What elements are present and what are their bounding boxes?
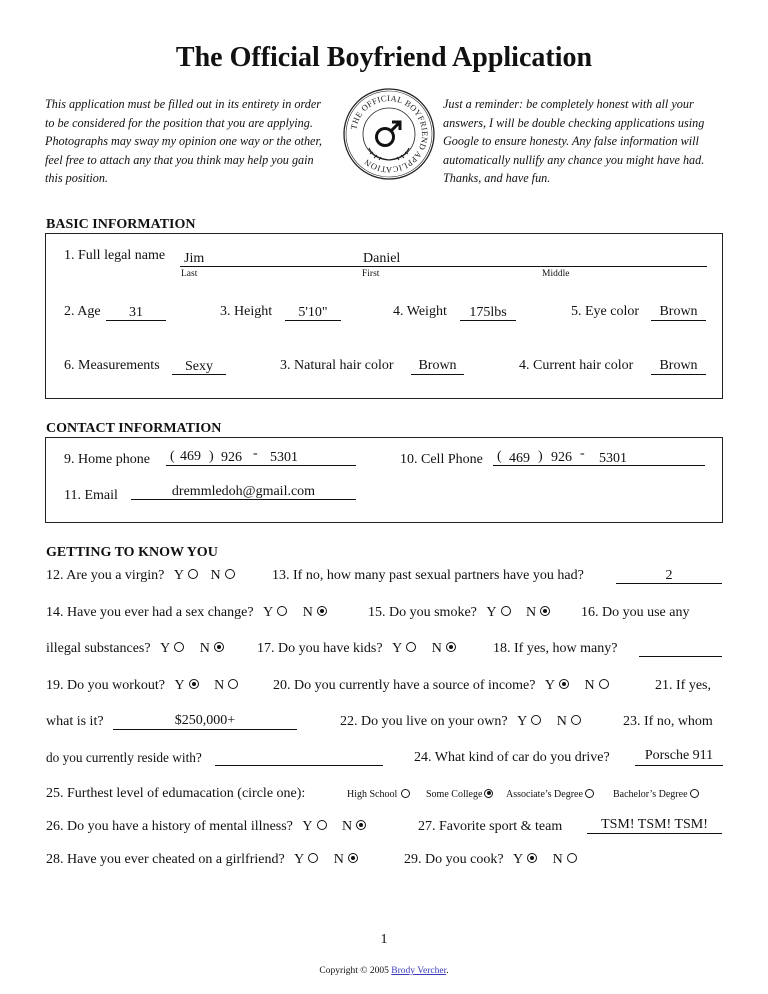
- first-caption: First: [362, 269, 380, 279]
- edu-option-some-college[interactable]: [426, 789, 493, 800]
- q16-row: [46, 641, 224, 657]
- contact-info-heading: CONTACT INFORMATION: [46, 421, 222, 436]
- q12-no-option[interactable]: [225, 569, 235, 579]
- full-name-line: [180, 266, 707, 267]
- first-name-value[interactable]: Daniel: [363, 251, 401, 266]
- q28-yes-label: Y: [294, 852, 305, 867]
- page-title: The Official Boyfriend Application: [175, 42, 593, 73]
- q20-row: [273, 678, 609, 694]
- q27-underline: [587, 833, 722, 834]
- q14-no-label: N: [302, 605, 313, 620]
- email-underline: [131, 499, 356, 500]
- cell-phone-area[interactable]: 469: [509, 451, 530, 466]
- q29-no-option[interactable]: [567, 853, 577, 863]
- q28-yes-option[interactable]: [308, 853, 318, 863]
- q12-label: 12. Are you a virgin?: [46, 568, 165, 583]
- q18-label: 18. If yes, how many?: [493, 641, 618, 656]
- q16-no-option-selected[interactable]: [214, 642, 224, 652]
- home-phone-open-paren: (: [170, 449, 175, 464]
- q17-yes-option[interactable]: [406, 642, 416, 652]
- q29-yes-label: Y: [513, 852, 524, 867]
- q17-yes-label: Y: [392, 641, 403, 656]
- age-value[interactable]: 31: [129, 305, 143, 320]
- edu-high-school-circle[interactable]: [401, 789, 410, 798]
- cell-phone-close-paren: ): [538, 449, 543, 464]
- q15-label: 15. Do you smoke?: [368, 605, 477, 620]
- current-hair-line: [651, 374, 706, 375]
- q29-row: [404, 852, 577, 868]
- q16-yes-label: Y: [160, 641, 171, 656]
- q20-yes-label: Y: [544, 678, 556, 693]
- q22-yes-label: Y: [517, 714, 528, 729]
- q19-yes-label: Y: [174, 678, 185, 693]
- q20-label: 20. Do you currently have a source of income?: [273, 678, 536, 693]
- contact-info-box: [45, 437, 723, 523]
- q15-yes-option[interactable]: [501, 606, 511, 616]
- q12-yes-label: Y: [173, 568, 184, 583]
- weight-value[interactable]: 175lbs: [469, 305, 507, 320]
- measurements-value[interactable]: Sexy: [185, 359, 213, 374]
- height-label: 3. Height: [220, 304, 273, 319]
- q29-yes-option-selected[interactable]: [527, 853, 537, 863]
- cell-phone-dash: -: [580, 446, 585, 461]
- q24-underline: [635, 765, 723, 766]
- official-seal-icon: [341, 86, 437, 182]
- q16-label-part2: illegal substances?: [46, 641, 151, 656]
- seal-text: THE OFFICIAL BOYFRIEND APPLICATION: [349, 93, 430, 175]
- height-line: [285, 320, 341, 321]
- last-caption: Last: [181, 269, 198, 279]
- edu-associates-circle[interactable]: [585, 789, 594, 798]
- basic-info-heading: BASIC INFORMATION: [46, 217, 196, 232]
- home-phone-prefix[interactable]: 926: [221, 450, 242, 465]
- edu-high-school-label: High School: [347, 789, 398, 800]
- q13-value[interactable]: 2: [665, 568, 673, 583]
- eye-color-value[interactable]: Brown: [659, 304, 698, 319]
- cell-phone-underline: [493, 465, 705, 466]
- last-name-value[interactable]: Jim: [184, 251, 205, 266]
- q24-value[interactable]: Porsche 911: [644, 748, 714, 763]
- q22-no-label: N: [556, 714, 567, 729]
- q23-underline: [215, 765, 383, 766]
- q26-row: [46, 819, 366, 835]
- edu-bachelors-circle[interactable]: [690, 789, 699, 798]
- q26-label: 26. Do you have a history of mental illness?: [46, 819, 293, 834]
- full-name-label: 1. Full legal name: [64, 248, 166, 263]
- q16-yes-option[interactable]: [174, 642, 184, 652]
- measurements-line: [172, 374, 226, 375]
- edu-option-associates[interactable]: [506, 789, 594, 800]
- edu-some-college-label: Some College: [426, 789, 483, 800]
- q24-label: 24. What kind of car do you drive?: [414, 750, 610, 765]
- q27-label: 27. Favorite sport & team: [418, 819, 563, 834]
- q23-label-part1: 23. If no, whom: [623, 714, 713, 729]
- q22-no-option[interactable]: [571, 715, 581, 725]
- q22-label: 22. Do you live on your own?: [340, 714, 508, 729]
- q14-label: 14. Have you ever had a sex change?: [46, 605, 254, 620]
- cell-phone-prefix[interactable]: 926: [551, 450, 572, 465]
- q29-label: 29. Do you cook?: [404, 852, 504, 867]
- q28-no-label: N: [333, 852, 344, 867]
- q17-no-label: N: [431, 641, 442, 656]
- weight-line: [460, 320, 516, 321]
- q19-label: 19. Do you workout?: [46, 678, 165, 693]
- eye-color-line: [651, 320, 706, 321]
- eye-color-label: 5. Eye color: [571, 304, 640, 319]
- email-label: 11. Email: [64, 488, 118, 503]
- q17-no-option-selected[interactable]: [446, 642, 456, 652]
- edu-associates-label: Associate’s Degree: [506, 789, 583, 800]
- q14-row: [46, 605, 327, 621]
- q14-yes-option[interactable]: [277, 606, 287, 616]
- q26-yes-label: Y: [302, 819, 313, 834]
- home-phone-label: 9. Home phone: [64, 452, 150, 467]
- copyright-end: .: [446, 966, 449, 976]
- height-value[interactable]: 5'10": [298, 305, 328, 320]
- q20-no-label: N: [584, 678, 595, 693]
- q26-no-label: N: [342, 819, 353, 834]
- q14-yes-label: Y: [263, 605, 274, 620]
- author-link[interactable]: Brody Vercher: [391, 966, 447, 976]
- email-value[interactable]: dremmledoh@gmail.com: [171, 484, 316, 499]
- q16-label-part1: 16. Do you use any: [581, 605, 690, 620]
- weight-label: 4. Weight: [393, 304, 447, 319]
- measurements-label: 6. Measurements: [64, 358, 160, 373]
- q28-label: 28. Have you ever cheated on a girlfriend?: [46, 852, 285, 867]
- q14-no-option-selected[interactable]: [317, 606, 327, 616]
- svg-text:THE OFFICIAL BOYFRIEND APPLICA: [349, 94, 429, 174]
- q19-yes-option-selected[interactable]: [189, 679, 199, 689]
- edu-option-bachelors[interactable]: [613, 789, 699, 800]
- home-phone-area[interactable]: 469: [180, 449, 201, 464]
- page-number: 1: [380, 932, 388, 947]
- current-hair-label: 4. Current hair color: [519, 358, 634, 373]
- q12-row: [46, 568, 235, 584]
- q21-underline: [113, 729, 297, 730]
- q17-label: 17. Do you have kids?: [257, 641, 383, 656]
- q28-no-option-selected[interactable]: [348, 853, 358, 863]
- home-phone-underline: [166, 465, 356, 466]
- q12-no-label: N: [210, 568, 221, 583]
- q17-row: [257, 641, 456, 657]
- q28-row: [46, 852, 358, 868]
- home-phone-close-paren: ): [209, 449, 214, 464]
- q19-row: [46, 678, 238, 694]
- q21-label-part1: 21. If yes,: [655, 678, 711, 693]
- middle-caption: Middle: [542, 269, 570, 279]
- q27-value[interactable]: TSM! TSM! TSM!: [601, 817, 708, 832]
- age-label: 2. Age: [64, 304, 101, 319]
- natural-hair-value[interactable]: Brown: [418, 358, 457, 373]
- home-phone-line[interactable]: 5301: [270, 450, 298, 465]
- cell-phone-line[interactable]: 5301: [599, 451, 627, 466]
- q19-no-option[interactable]: [228, 679, 238, 689]
- q16-no-label: N: [199, 641, 210, 656]
- natural-hair-line: [411, 374, 464, 375]
- q21-label-part2: what is it?: [46, 714, 104, 729]
- cell-phone-label: 10. Cell Phone: [400, 452, 483, 467]
- getting-to-know-heading: GETTING TO KNOW YOU: [46, 545, 218, 560]
- q22-row: [340, 714, 581, 730]
- cell-phone-open-paren: (: [497, 449, 502, 464]
- q21-value[interactable]: $250,000+: [174, 713, 236, 728]
- q23-label-part2: do you currently reside with?: [46, 750, 202, 765]
- q20-yes-option-selected[interactable]: [559, 679, 569, 689]
- home-phone-dash: -: [253, 446, 258, 461]
- q12-yes-option[interactable]: [188, 569, 198, 579]
- q15-row: [368, 605, 550, 621]
- copyright-footer: [0, 966, 768, 976]
- copyright-text: Copyright © 2005: [319, 966, 389, 976]
- edu-some-college-circle-selected[interactable]: [484, 789, 493, 798]
- natural-hair-label: 3. Natural hair color: [280, 358, 394, 373]
- q26-no-option-selected[interactable]: [356, 820, 366, 830]
- q15-no-option-selected[interactable]: [540, 606, 550, 616]
- q15-no-label: N: [526, 605, 537, 620]
- edu-option-high-school[interactable]: [347, 789, 410, 800]
- q26-yes-option[interactable]: [317, 820, 327, 830]
- q19-no-label: N: [214, 678, 225, 693]
- q29-no-label: N: [552, 852, 563, 867]
- q15-yes-label: Y: [486, 605, 497, 620]
- q18-underline: [639, 656, 722, 657]
- q22-yes-option[interactable]: [531, 715, 541, 725]
- q13-underline: [616, 583, 722, 584]
- intro-reminder: Just a reminder: be completely honest with all your answers, I will be double checking applications using Google to ensure honesty. Any false information will automatically nullify any chance you might have had. Thanks, and have fun.: [443, 97, 705, 186]
- current-hair-value[interactable]: Brown: [659, 358, 698, 373]
- q20-no-option[interactable]: [599, 679, 609, 689]
- age-line: [106, 320, 166, 321]
- edu-bachelors-label: Bachelor’s Degree: [613, 789, 688, 800]
- intro-instructions: This application must be filled out in its entirety in order to be considered for the position that you are applying. Photographs may sway my opinion one way or the other, feel free to attach any that you think may help you gain this position.: [45, 97, 322, 186]
- q13-label: 13. If no, how many past sexual partners have you had?: [272, 568, 584, 583]
- q25-label: 25. Furthest level of edumacation (circle one):: [46, 786, 306, 801]
